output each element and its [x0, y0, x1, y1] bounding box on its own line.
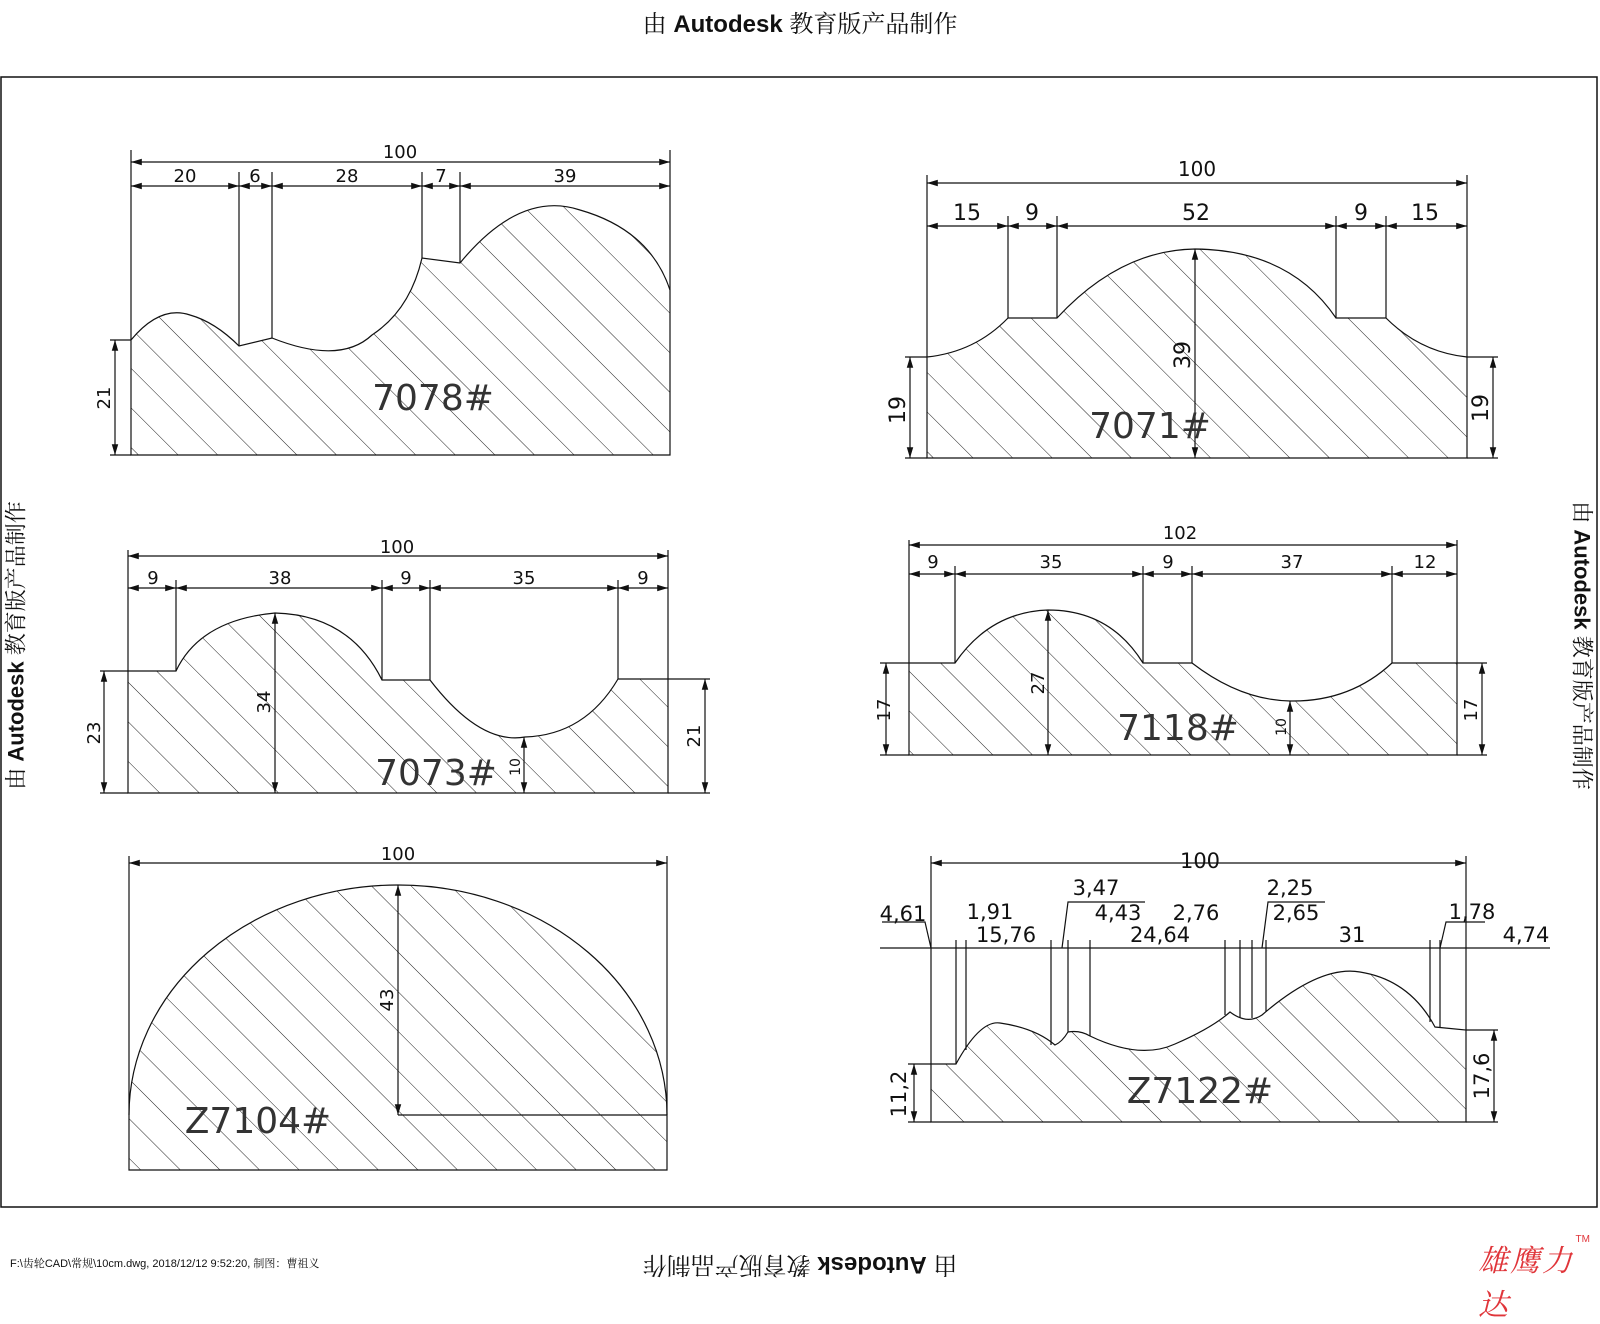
dim-7073-seg-3: 9 [400, 568, 412, 589]
logo-text: 雄鹰力达 [1478, 1244, 1574, 1323]
label-z7122: Z7122# [1126, 1071, 1274, 1112]
dim-7078-seg-3: 28 [335, 166, 359, 187]
dim-z7122-seg-6: 24,64 [1129, 923, 1191, 947]
dim-z7122-seg-11: 1,78 [1448, 900, 1496, 924]
watermark-right: 由 Autodesk 教育版产品制作 [1569, 501, 1595, 790]
dim-7073-height-4: 21 [684, 724, 705, 748]
file-path-footer: F:\齿轮CAD\常规\10cm.dwg, 2018/12/12 9:52:20, 制图：曹祖义 [10, 1258, 320, 1270]
dim-7078-total: 100 [382, 142, 418, 163]
dim-7073-height-1: 23 [84, 721, 105, 745]
dim-z7122-seg-5: 4,43 [1094, 901, 1142, 925]
dim-7118-total: 102 [1162, 523, 1198, 544]
dim-7073-seg-1: 9 [147, 568, 159, 589]
watermark-left: 由 Autodesk 教育版产品制作 [3, 501, 29, 790]
dim-7071-height-1: 39 [1171, 341, 1196, 369]
dim-7078-seg-5: 39 [553, 166, 577, 187]
dim-7071-total: 100 [1177, 157, 1217, 181]
dim-7073-height-3: 10 [508, 758, 524, 776]
label-z7104: Z7104# [184, 1101, 332, 1142]
watermark-bottom: 由 Autodesk 教育版产品制作 [642, 1251, 958, 1278]
dim-7071-seg-1: 15 [953, 201, 981, 226]
dim-7118-height-1: 17 [874, 698, 895, 722]
dim-7118-seg-1: 9 [927, 552, 939, 573]
dim-7071-height-3: 19 [1469, 394, 1494, 422]
watermark-top: 由 Autodesk 教育版产品制作 [642, 11, 958, 38]
dim-7078-seg-1: 20 [173, 166, 197, 187]
logo-trademark: TM [1575, 1234, 1590, 1245]
brand-logo [1478, 1232, 1590, 1323]
dim-7071-seg-5: 15 [1411, 201, 1439, 226]
label-7118: 7118# [1117, 708, 1239, 749]
label-7071: 7071# [1089, 406, 1211, 447]
dim-z7122-seg-7: 2,76 [1172, 901, 1220, 925]
dim-7118-seg-5: 12 [1413, 552, 1437, 573]
dim-7118-height-4: 17 [1461, 698, 1482, 722]
dim-7071-seg-4: 9 [1354, 201, 1368, 226]
dim-z7122-height-2: 17,6 [1470, 1052, 1494, 1100]
dim-7073-total: 100 [379, 537, 415, 558]
dim-z7122-total: 100 [1179, 849, 1221, 873]
dim-z7104-total: 100 [380, 844, 416, 865]
dim-z7122-seg-2: 1,91 [966, 900, 1014, 924]
dim-7071-height-2: 19 [886, 396, 911, 424]
label-7073: 7073# [375, 753, 497, 794]
label-7078: 7078# [372, 378, 494, 419]
dim-z7104-height-1: 43 [377, 988, 398, 1012]
dim-z7122-height-1: 11,2 [887, 1070, 911, 1118]
dim-7073-seg-5: 9 [637, 568, 649, 589]
dim-7078-seg-4: 7 [435, 166, 447, 187]
dim-z7122-seg-10: 31 [1338, 923, 1366, 947]
dim-7118-seg-4: 37 [1280, 552, 1304, 573]
dim-z7122-seg-8: 2,25 [1266, 876, 1314, 900]
dim-7118-seg-2: 35 [1039, 552, 1063, 573]
dim-7078-seg-2: 6 [249, 166, 261, 187]
dim-7071-seg-3: 52 [1182, 201, 1210, 226]
dim-7078-height-1: 21 [94, 386, 115, 410]
dim-7118-seg-3: 9 [1162, 552, 1174, 573]
dim-z7122-seg-9: 2,65 [1272, 901, 1320, 925]
dim-z7122-seg-4: 3,47 [1072, 876, 1120, 900]
dim-z7122-seg-3: 15,76 [975, 923, 1037, 947]
dim-z7122-seg-1: 4,61 [879, 902, 927, 926]
dim-7118-height-2: 27 [1028, 671, 1049, 695]
dim-7071-seg-2: 9 [1025, 201, 1039, 226]
dim-7073-seg-4: 35 [512, 568, 536, 589]
dim-7118-height-3: 10 [1274, 718, 1290, 736]
dim-z7122-seg-12: 4,74 [1502, 923, 1550, 947]
dim-7073-height-2: 34 [254, 690, 275, 714]
dim-7073-seg-2: 38 [268, 568, 292, 589]
